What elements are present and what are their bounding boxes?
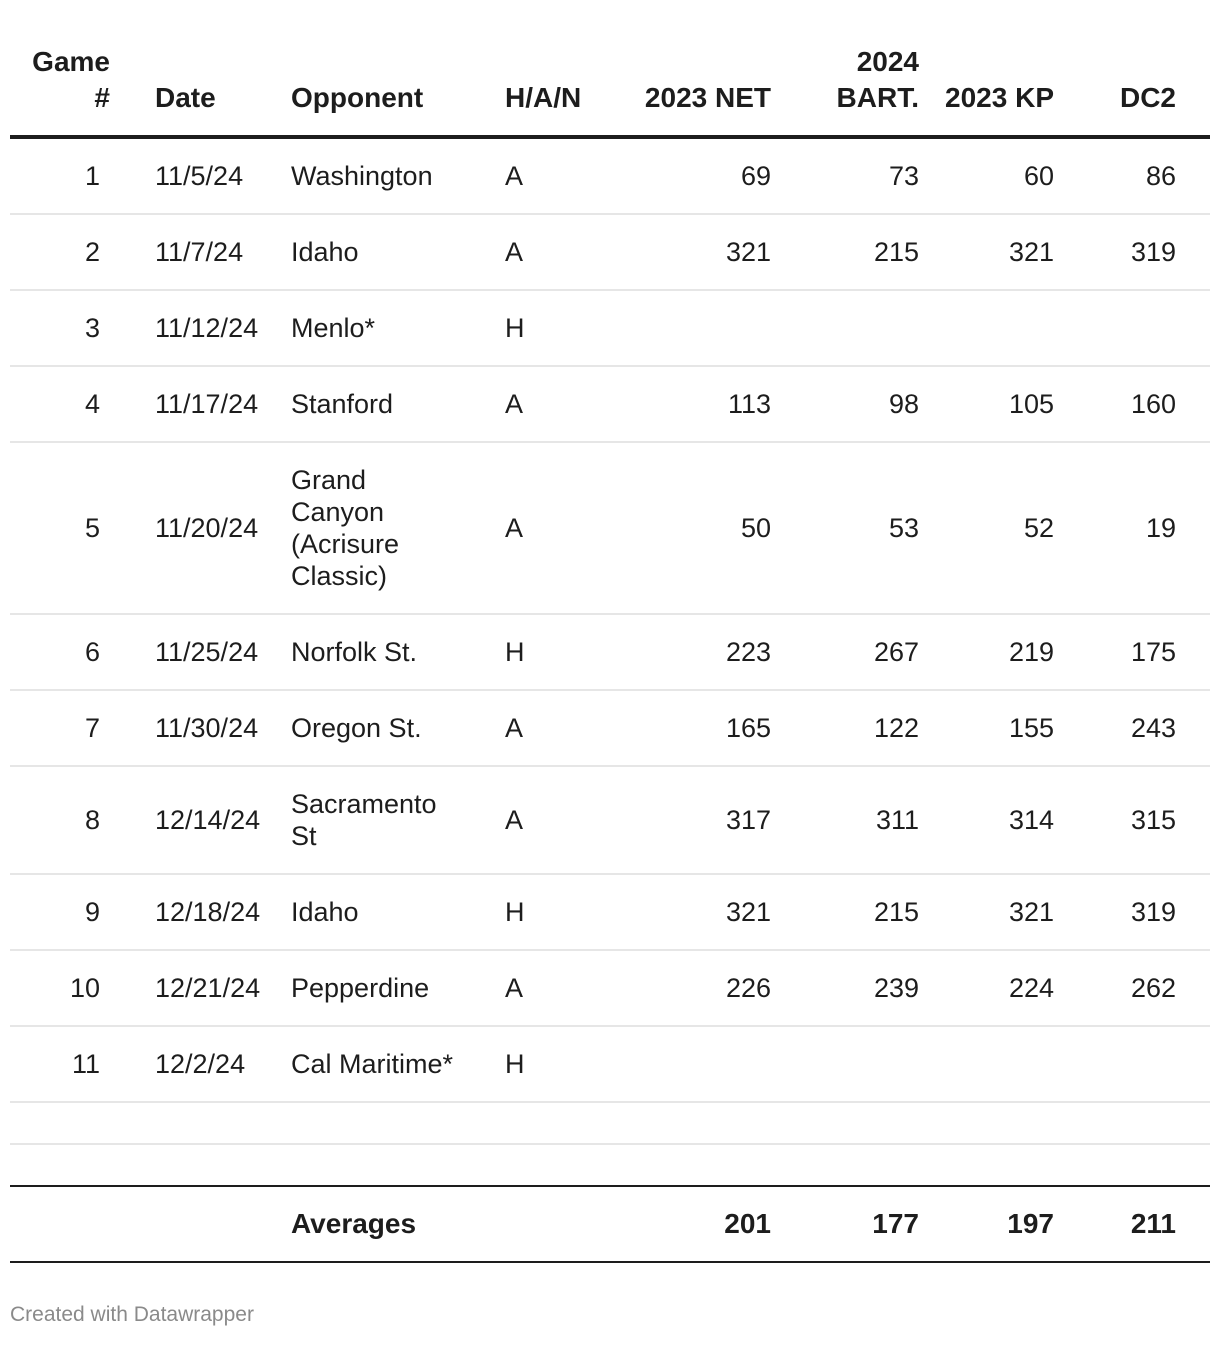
cell-kp2023: 219 (919, 614, 1054, 690)
average-bart2024: 177 (771, 1186, 919, 1262)
cell-dc2: 319 (1054, 214, 1210, 290)
empty-cell (621, 1144, 771, 1186)
cell-bart2024: 73 (771, 137, 919, 214)
empty-cell (110, 1102, 291, 1144)
schedule-table (10, 0, 1210, 1263)
table-row (10, 1026, 1210, 1102)
cell-game: 10 (10, 950, 110, 1026)
header-kp2023[interactable]: 2023 KP (919, 0, 1054, 137)
cell-dc2: 243 (1054, 690, 1210, 766)
cell-date: 11/17/24 (110, 366, 291, 442)
empty-cell (919, 1102, 1054, 1144)
empty-cell (291, 1144, 505, 1186)
averages-empty-han (505, 1186, 621, 1262)
cell-game: 11 (10, 1026, 110, 1102)
cell-net2023: 223 (621, 614, 771, 690)
empty-cell (771, 1102, 919, 1144)
cell-date: 11/25/24 (110, 614, 291, 690)
cell-dc2: 160 (1054, 366, 1210, 442)
cell-date: 11/30/24 (110, 690, 291, 766)
header-game[interactable]: Game # (10, 0, 110, 137)
header-net2023[interactable]: 2023 NET (621, 0, 771, 137)
cell-han: A (505, 137, 621, 214)
cell-game: 5 (10, 442, 110, 614)
cell-net2023 (621, 1026, 771, 1102)
cell-bart2024: 239 (771, 950, 919, 1026)
average-net2023: 201 (621, 1186, 771, 1262)
cell-bart2024 (771, 1026, 919, 1102)
cell-kp2023: 155 (919, 690, 1054, 766)
header-dc2[interactable]: DC2 (1054, 0, 1210, 137)
empty-row (10, 1102, 1210, 1144)
empty-cell (621, 1102, 771, 1144)
cell-dc2: 19 (1054, 442, 1210, 614)
cell-date: 11/20/24 (110, 442, 291, 614)
cell-han: A (505, 366, 621, 442)
average-kp2023: 197 (919, 1186, 1054, 1262)
cell-game: 9 (10, 874, 110, 950)
table-row (10, 366, 1210, 442)
cell-net2023: 113 (621, 366, 771, 442)
cell-bart2024: 311 (771, 766, 919, 874)
cell-opponent: Oregon St. (291, 690, 505, 766)
cell-game: 7 (10, 690, 110, 766)
empty-cell (291, 1102, 505, 1144)
cell-dc2: 86 (1054, 137, 1210, 214)
cell-bart2024: 267 (771, 614, 919, 690)
table-footer (10, 1186, 1210, 1262)
cell-game: 6 (10, 614, 110, 690)
cell-opponent: Sacramento St (291, 766, 505, 874)
cell-date: 11/7/24 (110, 214, 291, 290)
table-row (10, 766, 1210, 874)
table-row (10, 442, 1210, 614)
cell-net2023: 226 (621, 950, 771, 1026)
cell-net2023: 165 (621, 690, 771, 766)
empty-cell (919, 1144, 1054, 1186)
cell-net2023 (621, 290, 771, 366)
empty-cell (10, 1102, 110, 1144)
cell-net2023: 50 (621, 442, 771, 614)
cell-opponent: Pepperdine (291, 950, 505, 1026)
cell-game: 4 (10, 366, 110, 442)
cell-dc2 (1054, 1026, 1210, 1102)
cell-opponent: Grand Canyon (Acrisure Classic) (291, 442, 505, 614)
cell-bart2024: 98 (771, 366, 919, 442)
table-row (10, 614, 1210, 690)
cell-kp2023 (919, 290, 1054, 366)
table-row (10, 214, 1210, 290)
table-row (10, 950, 1210, 1026)
cell-date: 12/2/24 (110, 1026, 291, 1102)
cell-dc2: 319 (1054, 874, 1210, 950)
empty-cell (505, 1102, 621, 1144)
cell-net2023: 321 (621, 874, 771, 950)
cell-han: A (505, 766, 621, 874)
empty-cell (1054, 1102, 1210, 1144)
cell-bart2024: 215 (771, 874, 919, 950)
cell-opponent: Stanford (291, 366, 505, 442)
table-row (10, 874, 1210, 950)
cell-kp2023: 52 (919, 442, 1054, 614)
cell-opponent: Idaho (291, 874, 505, 950)
cell-han: A (505, 214, 621, 290)
cell-opponent: Menlo* (291, 290, 505, 366)
table-row (10, 137, 1210, 214)
cell-kp2023: 105 (919, 366, 1054, 442)
schedule-table-container (10, 0, 1210, 1327)
cell-game: 2 (10, 214, 110, 290)
cell-date: 12/18/24 (110, 874, 291, 950)
averages-empty-game (10, 1186, 110, 1262)
cell-han: H (505, 614, 621, 690)
table-body (10, 137, 1210, 1186)
cell-opponent: Washington (291, 137, 505, 214)
cell-net2023: 317 (621, 766, 771, 874)
cell-dc2: 262 (1054, 950, 1210, 1026)
cell-net2023: 321 (621, 214, 771, 290)
cell-kp2023: 321 (919, 874, 1054, 950)
cell-dc2: 315 (1054, 766, 1210, 874)
cell-kp2023: 224 (919, 950, 1054, 1026)
cell-game: 3 (10, 290, 110, 366)
cell-dc2 (1054, 290, 1210, 366)
empty-cell (505, 1144, 621, 1186)
empty-cell (110, 1144, 291, 1186)
cell-date: 11/12/24 (110, 290, 291, 366)
averages-row (10, 1186, 1210, 1262)
cell-net2023: 69 (621, 137, 771, 214)
table-row (10, 290, 1210, 366)
cell-opponent: Idaho (291, 214, 505, 290)
table-row (10, 690, 1210, 766)
cell-bart2024: 53 (771, 442, 919, 614)
cell-bart2024: 122 (771, 690, 919, 766)
cell-game: 1 (10, 137, 110, 214)
cell-date: 12/14/24 (110, 766, 291, 874)
cell-han: A (505, 690, 621, 766)
empty-cell (10, 1144, 110, 1186)
header-date[interactable]: Date (110, 0, 291, 137)
header-opponent[interactable]: Opponent (291, 0, 505, 137)
cell-han: H (505, 1026, 621, 1102)
cell-opponent: Norfolk St. (291, 614, 505, 690)
header-bart2024[interactable]: 2024 BART. (771, 0, 919, 137)
cell-kp2023: 321 (919, 214, 1054, 290)
cell-han: A (505, 442, 621, 614)
cell-date: 12/21/24 (110, 950, 291, 1026)
cell-date: 11/5/24 (110, 137, 291, 214)
cell-bart2024: 215 (771, 214, 919, 290)
header-han[interactable]: H/A/N (505, 0, 621, 137)
average-dc2: 211 (1054, 1186, 1210, 1262)
empty-row (10, 1144, 1210, 1186)
datawrapper-credit[interactable]: Created with Datawrapper (10, 1303, 254, 1326)
cell-han: A (505, 950, 621, 1026)
empty-cell (771, 1144, 919, 1186)
cell-kp2023 (919, 1026, 1054, 1102)
cell-han: H (505, 874, 621, 950)
cell-dc2: 175 (1054, 614, 1210, 690)
cell-kp2023: 314 (919, 766, 1054, 874)
cell-han: H (505, 290, 621, 366)
averages-label: Averages (291, 1186, 505, 1262)
cell-bart2024 (771, 290, 919, 366)
header-row (10, 0, 1210, 137)
averages-empty-date (110, 1186, 291, 1262)
empty-cell (1054, 1144, 1210, 1186)
table-header (10, 0, 1210, 137)
cell-opponent: Cal Maritime* (291, 1026, 505, 1102)
cell-kp2023: 60 (919, 137, 1054, 214)
cell-game: 8 (10, 766, 110, 874)
